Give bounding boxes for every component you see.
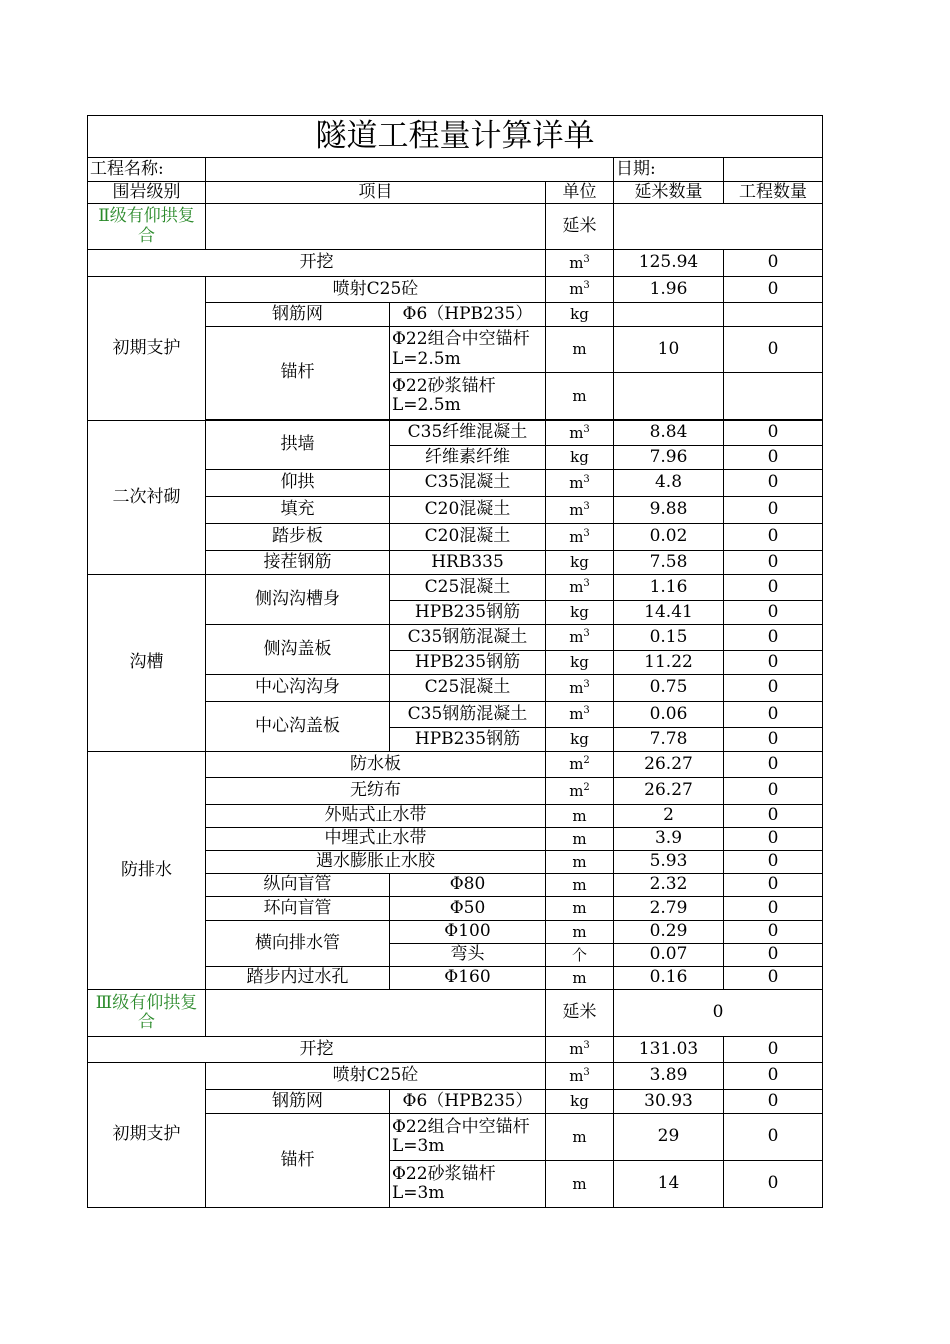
- col-header-quantity: 工程数量: [724, 182, 823, 204]
- item-cell: 中埋式止水带: [206, 828, 546, 851]
- grade-cell: Ⅲ级有仰拱复合: [88, 990, 206, 1037]
- spec-cell: Φ6（HPB235）: [390, 1090, 546, 1114]
- quantity-cell: 0: [724, 651, 823, 675]
- quantity-cell: [724, 373, 823, 420]
- quantity-cell: 0: [724, 575, 823, 601]
- item-cell: 钢筋网: [206, 303, 390, 327]
- spec-cell: C35钢筋混凝土: [390, 702, 546, 728]
- spec-cell: HRB335: [390, 551, 546, 575]
- unit-cell: 个: [546, 944, 614, 967]
- grade-blank-cell: [206, 990, 546, 1037]
- unit-cell: m: [546, 828, 614, 851]
- per-meter-cell: 0.06: [614, 702, 724, 728]
- item-cell: 拱墙: [206, 421, 390, 470]
- quantity-cell: 0: [724, 1037, 823, 1063]
- item-cell: 喷射C25砼: [206, 1063, 546, 1090]
- unit-cell: kg: [546, 551, 614, 575]
- unit-cell: m: [546, 921, 614, 944]
- per-meter-cell: 0.02: [614, 524, 724, 551]
- quantity-cell: 0: [724, 421, 823, 446]
- per-meter-cell: 7.96: [614, 446, 724, 470]
- quantity-cell: 0: [724, 778, 823, 805]
- quantity-cell: 0: [724, 805, 823, 828]
- spec-cell: C20混凝土: [390, 497, 546, 524]
- unit-cell: $m^3$: [546, 277, 614, 303]
- spec-cell: C35混凝土: [390, 470, 546, 497]
- unit-cell: $m^3$: [546, 1063, 614, 1090]
- item-cell: 横向排水管: [206, 921, 390, 967]
- item-cell: 遇水膨胀止水胶: [206, 851, 546, 874]
- unit-cell: m: [546, 373, 614, 420]
- group-cell: 沟槽: [88, 575, 206, 752]
- unit-cell: kg: [546, 728, 614, 752]
- group-cell: 初期支护: [88, 277, 206, 421]
- per-meter-cell: 1.96: [614, 277, 724, 303]
- unit-cell: $m^3$: [546, 702, 614, 728]
- spec-cell: C35钢筋混凝土: [390, 625, 546, 651]
- per-meter-cell: 5.93: [614, 851, 724, 874]
- item-cell: 锚杆: [206, 1114, 390, 1208]
- quantity-cell: 0: [724, 702, 823, 728]
- unit-cell: m: [546, 327, 614, 373]
- item-cell: 钢筋网: [206, 1090, 390, 1114]
- col-header-item: 项目: [206, 182, 546, 204]
- spec-cell: Φ22砂浆锚杆L=2.5m: [390, 373, 546, 420]
- quantity-cell: 0: [724, 1161, 823, 1208]
- unit-cell: m: [546, 874, 614, 897]
- item-cell: 侧沟沟槽身: [206, 575, 390, 625]
- per-meter-cell: 7.58: [614, 551, 724, 575]
- unit-cell: 延米: [546, 204, 614, 250]
- col-header-grade: 围岩级别: [88, 182, 206, 204]
- per-meter-cell: 11.22: [614, 651, 724, 675]
- per-meter-cell: 1.16: [614, 575, 724, 601]
- unit-cell: $m^2$: [546, 752, 614, 778]
- unit-cell: $m^3$: [546, 625, 614, 651]
- per-meter-cell: [614, 373, 724, 420]
- unit-cell: m: [546, 805, 614, 828]
- quantity-cell: 0: [724, 277, 823, 303]
- unit-cell: kg: [546, 303, 614, 327]
- quantity-cell: 0: [724, 675, 823, 702]
- per-meter-cell: 8.84: [614, 421, 724, 446]
- per-meter-cell: 9.88: [614, 497, 724, 524]
- spec-cell: C25混凝土: [390, 675, 546, 702]
- spec-cell: C35纤维混凝土: [390, 421, 546, 446]
- per-meter-cell: 26.27: [614, 752, 724, 778]
- quantity-cell: 0: [724, 625, 823, 651]
- item-cell: 接茬钢筋: [206, 551, 390, 575]
- quantity-cell: 0: [724, 897, 823, 921]
- item-cell: 环向盲管: [206, 897, 390, 921]
- per-meter-cell: 125.94: [614, 250, 724, 277]
- unit-cell: m: [546, 1114, 614, 1161]
- quantity-cell: 0: [724, 874, 823, 897]
- spec-cell: HPB235钢筋: [390, 601, 546, 625]
- quantity-cell: 0: [724, 470, 823, 497]
- spec-cell: HPB235钢筋: [390, 728, 546, 752]
- per-meter-cell: 0.75: [614, 675, 724, 702]
- per-meter-cell: 3.9: [614, 828, 724, 851]
- spec-cell: C20混凝土: [390, 524, 546, 551]
- item-cell: 踏步板: [206, 524, 390, 551]
- spec-cell: Φ22组合中空锚杆L=3m: [390, 1114, 546, 1161]
- quantity-cell: 0: [724, 752, 823, 778]
- quantity-cell: 0: [724, 1114, 823, 1161]
- group-cell: 初期支护: [88, 1063, 206, 1208]
- unit-cell: kg: [546, 601, 614, 625]
- item-cell: 填充: [206, 497, 390, 524]
- spec-cell: C25混凝土: [390, 575, 546, 601]
- per-meter-cell: 14: [614, 1161, 724, 1208]
- project-name-label: 工程名称:: [88, 158, 206, 182]
- spec-cell: HPB235钢筋: [390, 651, 546, 675]
- col-header-unit: 单位: [546, 182, 614, 204]
- spec-cell: Φ80: [390, 874, 546, 897]
- per-meter-cell: 2.79: [614, 897, 724, 921]
- per-meter-cell: 131.03: [614, 1037, 724, 1063]
- spec-cell: Φ22砂浆锚杆L=3m: [390, 1161, 546, 1208]
- quantity-cell: 0: [724, 497, 823, 524]
- unit-cell: $m^3$: [546, 421, 614, 446]
- spec-cell: Φ6（HPB235）: [390, 303, 546, 327]
- page-title: 隧道工程量计算详单: [88, 116, 823, 158]
- per-meter-cell: 0.07: [614, 944, 724, 967]
- unit-cell: $m^3$: [546, 497, 614, 524]
- per-meter-cell: 30.93: [614, 1090, 724, 1114]
- per-meter-cell: 10: [614, 327, 724, 373]
- item-cell: 开挖: [88, 250, 546, 277]
- unit-cell: 延米: [546, 990, 614, 1037]
- unit-cell: m: [546, 851, 614, 874]
- unit-cell: $m^3$: [546, 470, 614, 497]
- quantity-cell: 0: [724, 1063, 823, 1090]
- item-cell: 中心沟盖板: [206, 702, 390, 752]
- per-meter-cell: 0.16: [614, 967, 724, 990]
- grade-value-cell: 0: [614, 990, 823, 1037]
- unit-cell: m: [546, 967, 614, 990]
- quantity-cell: 0: [724, 551, 823, 575]
- item-cell: 开挖: [88, 1037, 546, 1063]
- quantity-cell: 0: [724, 250, 823, 277]
- grade-blank-cell: [206, 204, 546, 250]
- quantity-cell: 0: [724, 851, 823, 874]
- spec-cell: Φ50: [390, 897, 546, 921]
- item-cell: 外贴式止水带: [206, 805, 546, 828]
- date-cell[interactable]: [724, 158, 823, 182]
- quantity-table: [87, 115, 823, 1208]
- quantity-cell: 0: [724, 1090, 823, 1114]
- unit-cell: kg: [546, 1090, 614, 1114]
- spec-cell: 纤维素纤维: [390, 446, 546, 470]
- group-cell: 二次衬砌: [88, 421, 206, 575]
- quantity-cell: 0: [724, 446, 823, 470]
- unit-cell: $m^2$: [546, 778, 614, 805]
- grade-value-cell: [614, 204, 823, 250]
- quantity-cell: 0: [724, 728, 823, 752]
- per-meter-cell: 0.15: [614, 625, 724, 651]
- unit-cell: $m^3$: [546, 675, 614, 702]
- per-meter-cell: 2.32: [614, 874, 724, 897]
- unit-cell: m: [546, 897, 614, 921]
- per-meter-cell: 26.27: [614, 778, 724, 805]
- quantity-cell: 0: [724, 327, 823, 373]
- quantity-cell: 0: [724, 524, 823, 551]
- date-label: 日期:: [614, 158, 724, 182]
- quantity-cell: 0: [724, 921, 823, 944]
- grade-cell: Ⅱ级有仰拱复合: [88, 204, 206, 250]
- per-meter-cell: [614, 303, 724, 327]
- item-cell: 喷射C25砼: [206, 277, 546, 303]
- unit-cell: kg: [546, 446, 614, 470]
- quantity-cell: 0: [724, 828, 823, 851]
- per-meter-cell: 29: [614, 1114, 724, 1161]
- item-cell: 防水板: [206, 752, 546, 778]
- per-meter-cell: 14.41: [614, 601, 724, 625]
- item-cell: 纵向盲管: [206, 874, 390, 897]
- item-cell: 踏步内过水孔: [206, 967, 390, 990]
- unit-cell: $m^3$: [546, 524, 614, 551]
- unit-cell: $m^3$: [546, 250, 614, 277]
- unit-cell: $m^3$: [546, 575, 614, 601]
- item-cell: 中心沟沟身: [206, 675, 390, 702]
- spec-cell: Φ100: [390, 921, 546, 944]
- project-name-cell[interactable]: [206, 158, 614, 182]
- per-meter-cell: 0.29: [614, 921, 724, 944]
- item-cell: 锚杆: [206, 327, 390, 420]
- per-meter-cell: 2: [614, 805, 724, 828]
- item-cell: 仰拱: [206, 470, 390, 497]
- col-header-per-meter: 延米数量: [614, 182, 724, 204]
- unit-cell: $m^3$: [546, 1037, 614, 1063]
- spec-cell: 弯头: [390, 944, 546, 967]
- per-meter-cell: 4.8: [614, 470, 724, 497]
- spec-cell: Φ22组合中空锚杆L=2.5m: [390, 327, 546, 373]
- unit-cell: m: [546, 1161, 614, 1208]
- quantity-cell: 0: [724, 944, 823, 967]
- per-meter-cell: 3.89: [614, 1063, 724, 1090]
- item-cell: 侧沟盖板: [206, 625, 390, 675]
- quantity-cell: [724, 303, 823, 327]
- quantity-cell: 0: [724, 601, 823, 625]
- per-meter-cell: 7.78: [614, 728, 724, 752]
- group-cell: 防排水: [88, 752, 206, 990]
- item-cell: 无纺布: [206, 778, 546, 805]
- quantity-cell: 0: [724, 967, 823, 990]
- spec-cell: Φ160: [390, 967, 546, 990]
- unit-cell: kg: [546, 651, 614, 675]
